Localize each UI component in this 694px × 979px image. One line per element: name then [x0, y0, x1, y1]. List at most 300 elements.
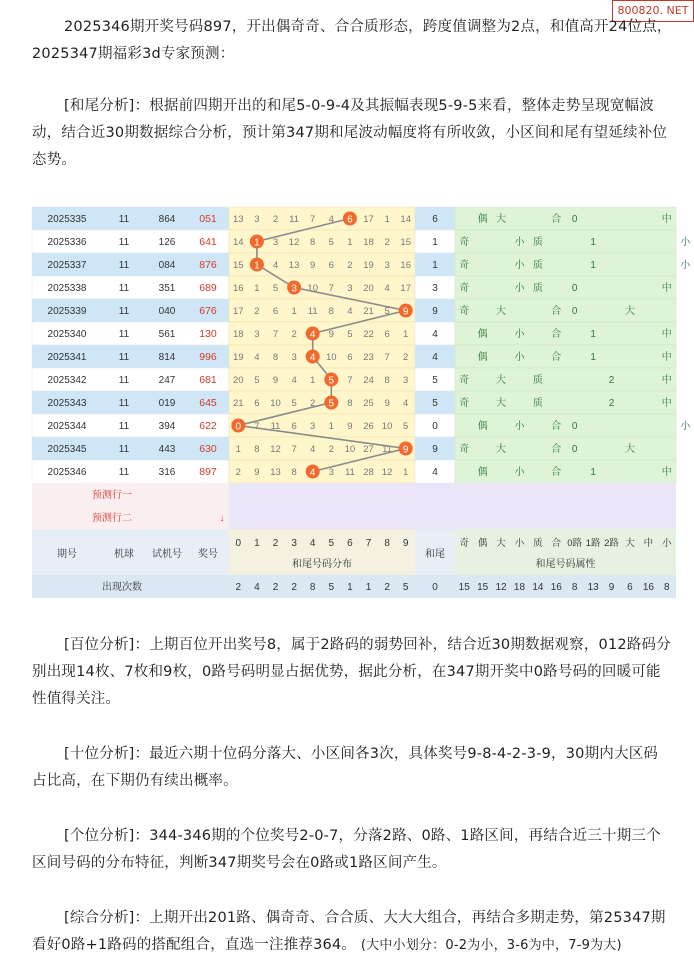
- dist-cell: 5: [291, 398, 297, 409]
- draw-cell: 681: [199, 374, 217, 386]
- issue-cell: 2025344: [47, 421, 87, 432]
- issue-cell: 2025340: [47, 329, 87, 340]
- count-dist-cell: 8: [309, 582, 316, 593]
- tail-cell: 0: [432, 421, 438, 432]
- dist-cell: 1: [254, 283, 260, 294]
- predict-label: 预测行二: [92, 513, 132, 524]
- count-attr-cell: 16: [550, 582, 562, 593]
- draw-cell: 130: [199, 328, 217, 340]
- dist-cell: 4: [291, 375, 297, 386]
- dist-cell: 15: [400, 237, 411, 248]
- dist-cell: 7: [328, 283, 334, 294]
- attr-cell: 大: [496, 444, 507, 455]
- attr-cell: 偶: [477, 329, 488, 340]
- draw-cell: 689: [199, 282, 217, 294]
- attr-cell: 大: [624, 444, 635, 455]
- tens-paragraph: [32, 741, 672, 795]
- hundreds-tag: [百位分析]：: [64, 637, 150, 653]
- attr-cell: 0: [571, 444, 578, 455]
- dist-cell: 28: [363, 467, 374, 478]
- dist-cell: 9: [272, 375, 279, 386]
- dist-cell: 21: [363, 306, 374, 317]
- header-attr-col: 小: [662, 538, 672, 549]
- dist-cell: 1: [291, 306, 297, 317]
- trial-cell: 561: [158, 329, 176, 340]
- ball-cell: 11: [118, 214, 130, 225]
- ball-cell: 11: [118, 421, 130, 432]
- predict-label: 预测行一: [92, 490, 132, 501]
- attr-cell: 合: [551, 306, 562, 317]
- header-tail: 和尾: [425, 549, 445, 560]
- count-attr-cell: 12: [495, 582, 507, 593]
- dist-cell: 22: [363, 329, 374, 340]
- tail-cell: 1: [432, 260, 438, 271]
- header-digit: 2: [272, 538, 279, 549]
- attr-cell: 小: [680, 237, 691, 248]
- attr-cell: 中: [661, 398, 672, 409]
- dist-cell: 1: [347, 237, 353, 248]
- dist-cell: 11: [382, 444, 393, 455]
- dist-cell: 4: [272, 260, 279, 271]
- header-digit: 9: [402, 538, 409, 549]
- dist-cell: 14: [400, 214, 411, 225]
- dist-cell: 8: [347, 398, 353, 409]
- header-attr-col: 2路: [604, 538, 619, 549]
- attr-bg: [455, 437, 676, 460]
- header-trial: 试机号: [152, 549, 182, 560]
- hit-ball-label: 0: [235, 421, 242, 433]
- trial-cell: 864: [158, 214, 176, 225]
- attr-cell: 合: [551, 352, 562, 363]
- count-attr-cell: 18: [513, 582, 526, 593]
- attr-cell: 小: [514, 329, 525, 340]
- attr-cell: 1: [590, 260, 596, 271]
- header-dist-group: 和尾号码分布: [292, 559, 352, 570]
- count-attr-cell: 16: [642, 582, 654, 593]
- intro-paragraph: [32, 14, 672, 68]
- attr-bg: [455, 391, 676, 414]
- tail-cell: 9: [432, 306, 438, 317]
- dist-cell: 1: [403, 329, 409, 340]
- attr-cell: 小: [514, 283, 525, 294]
- attr-cell: 小: [514, 467, 525, 478]
- header-attr-col: 质: [533, 538, 543, 549]
- header-issue: 期号: [57, 549, 77, 560]
- hit-ball-label: 5: [328, 398, 335, 410]
- attr-cell: 大: [496, 214, 507, 225]
- hit-ball-label: 5: [328, 375, 335, 387]
- attr-cell: 中: [661, 467, 672, 478]
- count-attr-cell: 8: [571, 582, 578, 593]
- dist-cell: 6: [328, 260, 334, 271]
- attr-cell: 1: [590, 352, 596, 363]
- issue-cell: 2025346: [47, 467, 87, 478]
- count-dist-cell: 2: [235, 582, 242, 593]
- units-paragraph: [32, 823, 672, 877]
- dist-cell: 1: [235, 444, 241, 455]
- header-digit: 4: [309, 538, 316, 549]
- dist-cell: 4: [254, 352, 260, 363]
- attr-cell: 中: [661, 352, 672, 363]
- overall-paragraph: [32, 905, 672, 959]
- issue-cell: 2025339: [47, 306, 87, 317]
- dist-cell: 14: [233, 237, 244, 248]
- trend-chart-svg: [32, 207, 691, 607]
- hit-ball-label: 4: [309, 352, 316, 364]
- attr-cell: 2: [608, 398, 615, 409]
- predict-area-bg: [229, 506, 676, 529]
- dist-cell: 3: [384, 260, 390, 271]
- header-attr-col: 偶: [477, 538, 488, 549]
- dist-cell: 7: [272, 329, 279, 340]
- attr-bg: [455, 322, 676, 345]
- header-attr-col: 大: [496, 538, 506, 549]
- header-digit: 7: [365, 538, 372, 549]
- hit-ball-label: 4: [309, 467, 316, 479]
- count-dist-cell: 2: [291, 582, 297, 593]
- predict-area-bg: [229, 483, 676, 506]
- attr-cell: 偶: [477, 214, 488, 225]
- issue-cell: 2025341: [47, 352, 87, 363]
- dist-cell: 9: [384, 398, 390, 409]
- ball-cell: 11: [118, 467, 130, 478]
- dist-cell: 12: [288, 237, 300, 248]
- dist-cell: 2: [291, 329, 297, 340]
- units-text: 344-346期的个位奖号2-0-7，分落2路、0路、1路区间，再结合近三十期三个区间号码的分布特征，判断347期奖号会在0路或1路区间产生。: [32, 828, 661, 871]
- draw-cell: 676: [199, 305, 217, 317]
- dist-cell: 10: [307, 283, 318, 294]
- header-attr-col: 大: [625, 538, 635, 549]
- dist-cell: 2: [235, 467, 241, 478]
- trial-cell: 394: [158, 421, 176, 432]
- dist-cell: 8: [384, 375, 390, 386]
- trial-cell: 247: [158, 375, 176, 386]
- dist-cell: 11: [344, 467, 355, 478]
- count-attr-cell: 15: [458, 582, 470, 593]
- dist-cell: 11: [289, 214, 300, 225]
- dist-cell: 11: [307, 306, 318, 317]
- predict-arrow: ↓: [219, 513, 225, 524]
- dist-cell: 4: [328, 214, 334, 225]
- counts-label: 出现次数: [102, 582, 142, 593]
- count-attr-cell: 9: [608, 582, 615, 593]
- attr-cell: 合: [551, 329, 562, 340]
- draw-cell: 051: [199, 213, 217, 225]
- header-digit: 6: [347, 538, 353, 549]
- tail-cell: 4: [432, 352, 438, 363]
- count-tail-cell: 0: [432, 582, 438, 593]
- dist-cell: 18: [233, 329, 244, 340]
- header-attr-col: 0路: [567, 538, 583, 549]
- count-dist-cell: 2: [272, 582, 279, 593]
- attr-cell: 质: [532, 398, 543, 409]
- dist-cell: 5: [328, 237, 334, 248]
- dist-cell: 4: [310, 444, 316, 455]
- dist-cell: 7: [310, 214, 316, 225]
- tail-cell: 4: [432, 467, 438, 478]
- issue-cell: 2025343: [47, 398, 87, 409]
- dist-cell: 3: [310, 421, 316, 432]
- attr-cell: 0: [571, 214, 578, 225]
- tail-cell: 6: [432, 214, 438, 225]
- attr-cell: 质: [532, 283, 543, 294]
- dist-cell: 1: [310, 375, 316, 386]
- dist-cell: 25: [363, 398, 374, 409]
- dist-cell: 13: [233, 214, 244, 225]
- attr-cell: 小: [680, 421, 691, 432]
- draw-cell: 876: [199, 259, 217, 271]
- attr-cell: 奇: [459, 375, 470, 386]
- dist-cell: 2: [272, 214, 279, 225]
- hit-ball-label: 9: [402, 306, 409, 318]
- issue-cell: 2025338: [47, 283, 87, 294]
- ball-cell: 11: [118, 306, 130, 317]
- draw-cell: 645: [199, 397, 217, 409]
- count-attr-cell: 8: [664, 582, 670, 593]
- dist-cell: 15: [233, 260, 244, 271]
- trial-cell: 040: [158, 306, 176, 317]
- attr-bg: [455, 345, 676, 368]
- dist-cell: 7: [291, 444, 297, 455]
- dist-cell: 17: [363, 214, 374, 225]
- attr-cell: 小: [514, 260, 525, 271]
- dist-cell: 3: [272, 237, 279, 248]
- trial-cell: 316: [158, 467, 176, 478]
- attr-bg: [455, 276, 676, 299]
- dist-cell: 24: [363, 375, 374, 386]
- count-dist-cell: 5: [402, 582, 409, 593]
- attr-cell: 中: [661, 214, 672, 225]
- dist-cell: 12: [381, 467, 393, 478]
- attr-cell: 奇: [459, 283, 470, 294]
- draw-cell: 897: [199, 466, 217, 478]
- attr-cell: 奇: [459, 237, 470, 248]
- dist-cell: 5: [403, 421, 409, 432]
- dist-cell: 4: [384, 283, 390, 294]
- hit-ball-label: 6: [347, 214, 353, 226]
- attr-cell: 奇: [459, 260, 470, 271]
- dist-cell: 7: [384, 352, 390, 363]
- ball-cell: 11: [118, 375, 130, 386]
- attr-cell: 大: [624, 306, 635, 317]
- header-attr-col: 中: [643, 538, 654, 549]
- dist-cell: 1: [328, 421, 334, 432]
- count-attr-cell: 13: [587, 582, 599, 593]
- trial-cell: 443: [158, 444, 176, 455]
- hit-ball-label: 4: [309, 329, 316, 341]
- tail-cell: 9: [432, 444, 438, 455]
- dist-cell: 8: [291, 467, 297, 478]
- count-dist-cell: 1: [347, 582, 353, 593]
- attr-cell: 奇: [459, 306, 470, 317]
- issue-cell: 2025336: [47, 237, 87, 248]
- dist-cell: 6: [291, 421, 297, 432]
- dist-cell: 2: [310, 398, 316, 409]
- attr-cell: 小: [680, 260, 691, 271]
- ball-cell: 11: [118, 398, 130, 409]
- dist-cell: 10: [344, 444, 356, 455]
- header-digit: 3: [291, 538, 297, 549]
- header-attr-col: 奇: [459, 538, 469, 549]
- dist-cell: 16: [400, 260, 411, 271]
- count-dist-cell: 5: [328, 582, 335, 593]
- attr-bg: [455, 299, 676, 322]
- hit-ball-label: 1: [254, 260, 260, 272]
- header-draw: 奖号: [198, 549, 218, 560]
- overall-note: (大中小划分：0-2为小，3-6为中，7-9为大): [360, 938, 622, 953]
- dist-cell: 5: [272, 283, 279, 294]
- draw-cell: 622: [199, 420, 217, 432]
- attr-cell: 1: [590, 467, 596, 478]
- attr-cell: 大: [496, 375, 507, 386]
- attr-cell: 1: [590, 329, 596, 340]
- dist-cell: 4: [347, 306, 353, 317]
- tail-cell: 5: [432, 398, 438, 409]
- dist-cell: 21: [233, 398, 244, 409]
- hit-ball-label: 3: [291, 283, 297, 295]
- attr-cell: 偶: [477, 421, 488, 432]
- attr-cell: 0: [571, 421, 578, 432]
- tail-cell: 4: [432, 329, 438, 340]
- tail-cell: 5: [432, 375, 438, 386]
- attr-cell: 小: [514, 237, 525, 248]
- trial-cell: 814: [158, 352, 176, 363]
- tens-text: 最近六期十位码分落大、小区间各3次，具体奖号9-8-4-2-3-9，30期内大区码占比高，在下期仍有续出概率。: [32, 746, 659, 789]
- attr-cell: 质: [532, 237, 543, 248]
- watermark-logo: 800820. NET: [612, 0, 694, 22]
- dist-cell: 6: [272, 306, 279, 317]
- attr-cell: 偶: [477, 352, 488, 363]
- attr-cell: 质: [532, 375, 543, 386]
- dist-cell: 3: [254, 329, 260, 340]
- attr-cell: 中: [661, 329, 672, 340]
- dist-cell: 23: [363, 352, 374, 363]
- intro-line-1: 2025346期开奖号码897，开出偶奇奇、合合质形态，跨度值调整为2点，和值高开24位点，: [64, 19, 672, 35]
- draw-cell: 996: [199, 351, 217, 363]
- attr-cell: 2: [608, 375, 615, 386]
- dist-cell: 20: [363, 283, 374, 294]
- attr-cell: 1: [590, 237, 596, 248]
- dist-cell: 5: [254, 375, 260, 386]
- issue-cell: 2025342: [47, 375, 87, 386]
- hundreds-text: 上期百位开出奖号8，属于2路码的弱势回补，结合近30期数据观察，012路码分别出现14枚、7枚和9枚，0路号码明显占据优势，据此分析，在347期开奖中0路号码的回暖可能性值得关注。: [32, 637, 671, 707]
- dist-cell: 17: [233, 306, 244, 317]
- dist-cell: 7: [254, 421, 260, 432]
- attr-bg: [455, 368, 676, 391]
- header-attr-col: 小: [514, 538, 525, 549]
- header-attr-col: 合: [551, 538, 562, 549]
- dist-cell: 27: [363, 444, 374, 455]
- header-digit: 8: [384, 538, 390, 549]
- ball-cell: 11: [118, 260, 130, 271]
- header-digit: 0: [235, 538, 242, 549]
- header-attr-group: 和尾号码属性: [535, 559, 596, 570]
- dist-cell: 2: [347, 260, 353, 271]
- dist-cell: 1: [384, 214, 390, 225]
- attr-cell: 大: [496, 398, 507, 409]
- dist-cell: 3: [347, 283, 353, 294]
- count-dist-cell: 1: [365, 582, 372, 593]
- attr-cell: 大: [496, 306, 507, 317]
- dist-cell: 11: [270, 421, 281, 432]
- issue-cell: 2025335: [47, 214, 87, 225]
- dist-cell: 8: [272, 352, 279, 363]
- trial-cell: 019: [158, 398, 176, 409]
- attr-bg: [455, 460, 676, 483]
- intro-line-2: 2025347期福彩3d专家预测：: [32, 46, 235, 62]
- attr-cell: 质: [532, 260, 543, 271]
- attr-cell: 0: [571, 306, 578, 317]
- attr-bg: [455, 207, 676, 230]
- dist-cell: 3: [254, 214, 260, 225]
- tens-tag: [十位分析]：: [64, 746, 150, 762]
- attr-cell: 奇: [459, 398, 470, 409]
- sum-tail-text: 根据前四期开出的和尾5-0-9-4及其振幅表现5-9-5来看，整体走势呈现宽幅波动，结合近30期数据综合分析，预计第347期和尾波动幅度将有所收敛，小区间和尾有望延续补位态势。: [32, 98, 668, 168]
- attr-cell: 合: [551, 444, 562, 455]
- dist-cell: 2: [384, 237, 390, 248]
- dist-cell: 2: [328, 444, 334, 455]
- dist-cell: 6: [384, 329, 390, 340]
- header-attr-col: 1路: [585, 538, 601, 549]
- issue-cell: 2025337: [47, 260, 87, 271]
- dist-cell: 10: [381, 421, 393, 432]
- dist-cell: 26: [363, 421, 374, 432]
- count-attr-cell: 15: [477, 582, 489, 593]
- count-attr-cell: 14: [532, 582, 544, 593]
- sum-tail-tag: [和尾分析]：: [64, 98, 150, 114]
- dist-cell: 9: [347, 421, 353, 432]
- overall-tag: [综合分析]：: [64, 910, 150, 926]
- dist-cell: 12: [270, 444, 281, 455]
- dist-cell: 3: [328, 467, 334, 478]
- dist-cell: 13: [288, 260, 300, 271]
- dist-cell: 10: [270, 398, 281, 409]
- draw-cell: 641: [199, 236, 217, 248]
- dist-cell: 19: [233, 352, 244, 363]
- count-dist-cell: 4: [254, 582, 260, 593]
- tail-cell: 3: [432, 283, 438, 294]
- attr-bg: [455, 253, 676, 276]
- dist-cell: 19: [363, 260, 374, 271]
- dist-cell: 18: [363, 237, 374, 248]
- attr-cell: 0: [571, 283, 578, 294]
- overall-text: 上期开出201路、偶奇奇、合合质、大大大组合，再结合多期走势，第25347期看好0路+1路码的搭配组合，直选一注推荐364。: [32, 910, 666, 953]
- attr-cell: 中: [661, 375, 672, 386]
- dist-cell: 1: [403, 467, 409, 478]
- dist-cell: 16: [233, 283, 244, 294]
- dist-cell: 10: [326, 352, 337, 363]
- header-digit: 5: [328, 538, 335, 549]
- dist-cell: 9: [254, 467, 260, 478]
- trial-cell: 126: [158, 237, 176, 248]
- header-digit: 1: [254, 538, 260, 549]
- dist-cell: 6: [254, 398, 260, 409]
- hundreds-paragraph: [32, 632, 672, 713]
- hit-ball-label: 9: [402, 444, 409, 456]
- attr-bg: [455, 230, 676, 253]
- dist-cell: 2: [254, 306, 260, 317]
- dist-cell: 13: [270, 467, 281, 478]
- attr-bg: [455, 414, 676, 437]
- header-ball: 机球: [114, 549, 134, 560]
- trend-chart: [32, 207, 691, 607]
- trial-cell: 084: [158, 260, 176, 271]
- ball-cell: 11: [118, 329, 130, 340]
- dist-cell: 6: [347, 352, 353, 363]
- tail-cell: 1: [432, 237, 438, 248]
- ball-cell: 11: [118, 283, 130, 294]
- attr-cell: 奇: [459, 444, 470, 455]
